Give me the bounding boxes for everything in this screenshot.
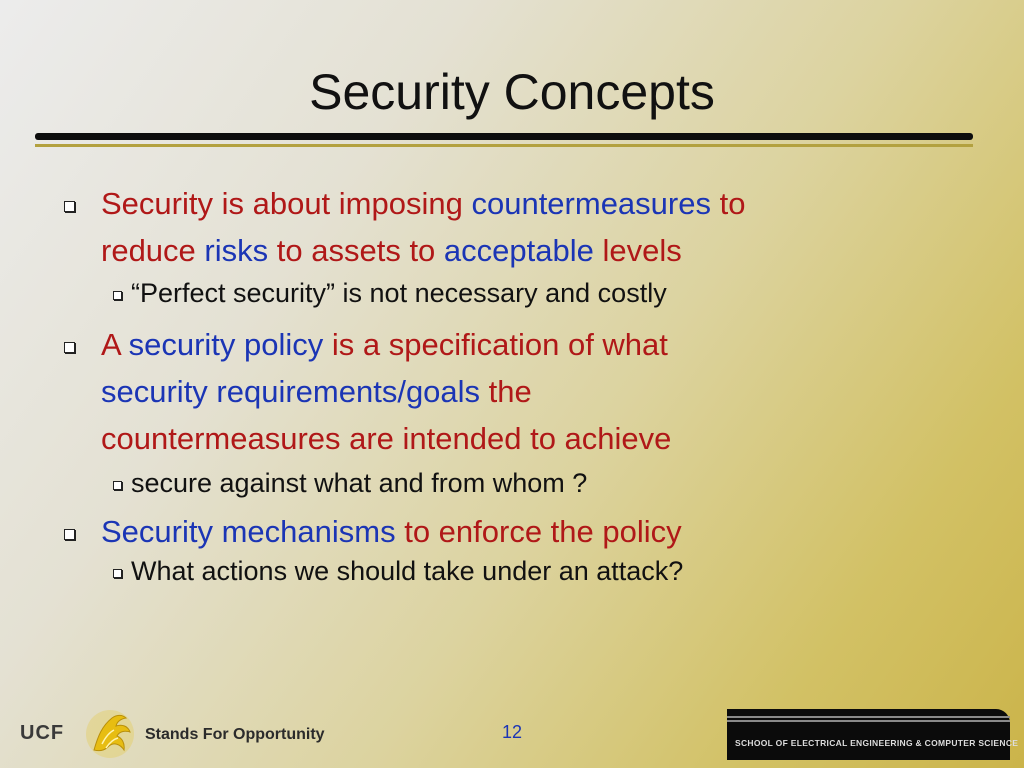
bullet-segment: A bbox=[101, 327, 129, 362]
bullet-segment: to bbox=[268, 233, 312, 268]
school-banner bbox=[727, 709, 1019, 760]
bullet-item bbox=[64, 180, 944, 274]
bullet-line bbox=[101, 508, 682, 555]
bullet-segment: security requirements/goals bbox=[101, 374, 481, 409]
bullet-segment: the bbox=[480, 374, 532, 409]
sub-bullet-item bbox=[113, 464, 973, 502]
bullet-text bbox=[101, 180, 745, 274]
bullet-segment: “Perfect security” is not necessary and costly bbox=[131, 278, 667, 308]
bullet-line bbox=[131, 552, 683, 590]
bullet-line bbox=[101, 180, 745, 227]
bullet-text bbox=[131, 464, 587, 502]
sub-bullet-item bbox=[113, 552, 973, 590]
bullet-line bbox=[101, 227, 745, 274]
bullet-segment: assets bbox=[311, 233, 401, 268]
bullet-segment: levels bbox=[593, 233, 682, 268]
bullet-marker-icon bbox=[64, 529, 75, 540]
page-number: 12 bbox=[501, 722, 523, 742]
bullet-segment: What actions we should take under an attack? bbox=[131, 556, 684, 586]
bullet-segment: risks bbox=[204, 233, 269, 268]
bullet-line bbox=[131, 274, 667, 312]
bullet-marker-icon bbox=[113, 481, 122, 490]
bullet-marker-icon bbox=[113, 569, 122, 578]
bullet-marker-icon bbox=[64, 201, 75, 212]
bullet-segment: to bbox=[400, 233, 444, 268]
bullet-text bbox=[131, 552, 683, 590]
bullet-segment: countermeasures are intended to achieve bbox=[101, 421, 672, 456]
bullet-marker-icon bbox=[64, 342, 75, 353]
bullet-segment: to bbox=[710, 186, 746, 221]
bullet-line bbox=[101, 321, 671, 368]
footer-ucf-label: UCF bbox=[20, 722, 65, 744]
bullet-line bbox=[101, 415, 671, 462]
bullet-segment: security policy bbox=[128, 327, 324, 362]
bullet-item bbox=[64, 508, 944, 555]
bullet-text bbox=[101, 321, 671, 462]
school-banner-lines bbox=[727, 716, 1010, 722]
title-rule-thin bbox=[35, 144, 973, 147]
bullet-segment: reduce bbox=[101, 233, 205, 268]
school-banner-text: SCHOOL OF ELECTRICAL ENGINEERING & COMPUTER SCIENCE bbox=[735, 738, 1019, 748]
bullet-segment: Security is about imposing bbox=[101, 186, 472, 221]
bullet-line bbox=[131, 464, 587, 502]
sub-bullet-item bbox=[113, 274, 973, 312]
bullet-segment: secure against what and from whom ? bbox=[131, 468, 588, 498]
bullet-text bbox=[131, 274, 667, 312]
bullet-line bbox=[101, 368, 671, 415]
title-rule-thick bbox=[35, 133, 973, 140]
bullet-text bbox=[101, 508, 682, 555]
bullet-segment: to enforce the policy bbox=[395, 514, 682, 549]
bullet-marker-icon bbox=[113, 291, 122, 300]
footer-tagline: Stands For Opportunity bbox=[145, 726, 325, 743]
bullet-segment: countermeasures bbox=[471, 186, 711, 221]
bullet-segment: is a specification of what bbox=[323, 327, 668, 362]
slide-title: Security Concepts bbox=[309, 64, 715, 120]
bullet-segment: acceptable bbox=[443, 233, 594, 268]
bullet-item bbox=[64, 321, 944, 462]
bullet-segment: Security mechanisms bbox=[101, 514, 396, 549]
pegasus-logo-icon bbox=[84, 706, 136, 762]
